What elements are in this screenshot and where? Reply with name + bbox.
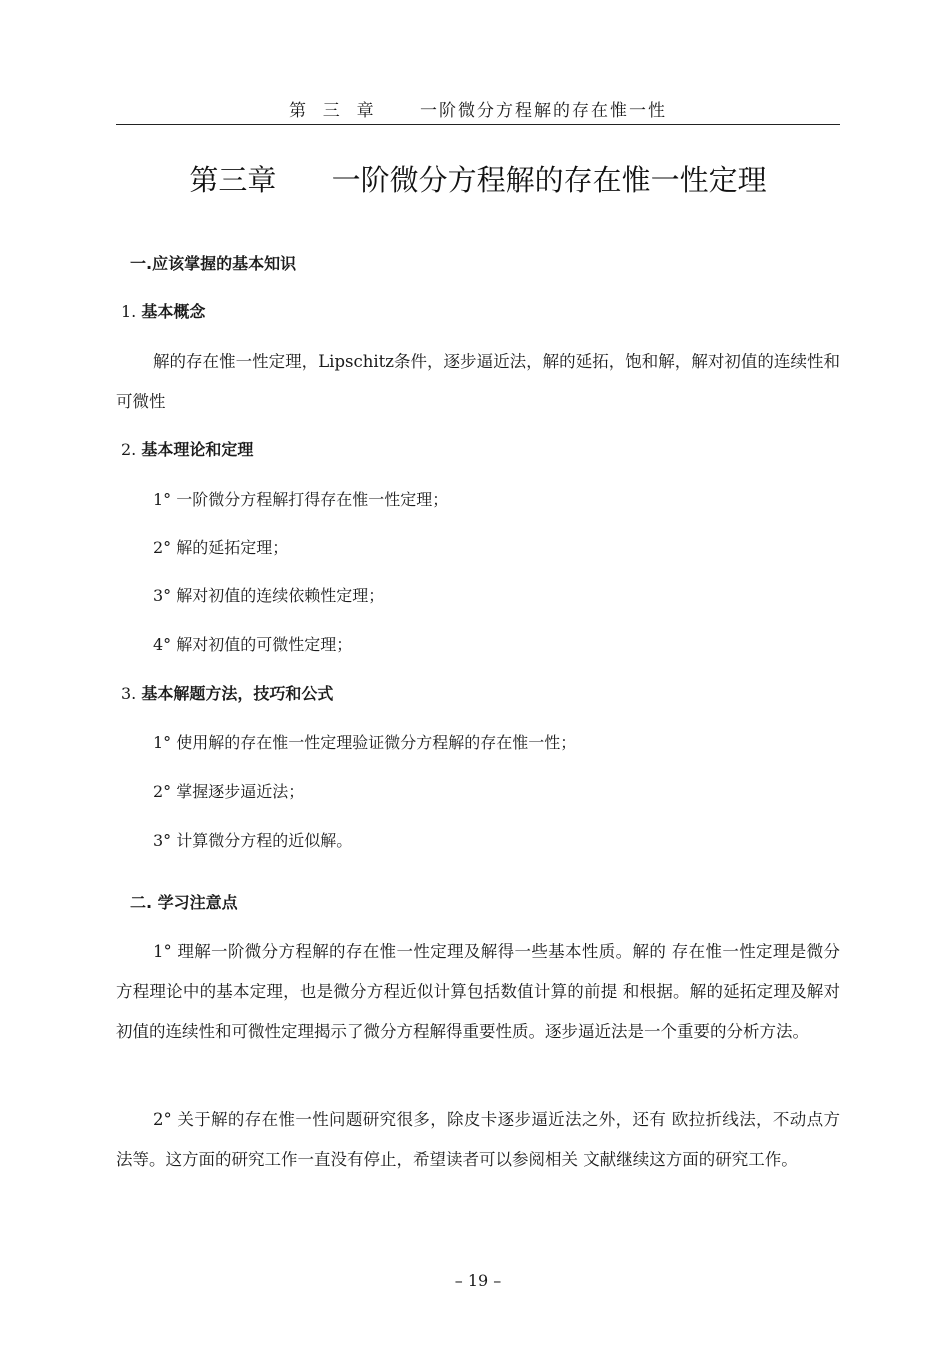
theory-item-3: 3° 解对初值的连续依赖性定理；: [153, 586, 385, 605]
subsection-number: 1.: [121, 302, 137, 321]
page-number: – 19 –: [454, 1271, 502, 1290]
subsection-label: 基本理论和定理: [141, 440, 254, 459]
theory-item-2: 2° 解的延拓定理；: [153, 538, 289, 557]
subsection-number: 3.: [121, 684, 137, 703]
chapter-title: 第三章 一阶微分方程解的存在惟一性定理: [189, 163, 767, 197]
theory-item-1: 1° 一阶微分方程解打得存在惟一性定理；: [153, 490, 449, 509]
subsection-heading-2: [121, 438, 253, 462]
section-heading-2: 二. 学习注意点: [130, 893, 238, 912]
subsection-heading-3: [121, 682, 333, 706]
header-rule: [116, 124, 840, 125]
method-item-1: 1° 使用解的存在惟一性定理验证微分方程解的存在惟一性；: [153, 733, 577, 752]
section-heading-1: 一.应该掌握的基本知识: [130, 254, 297, 273]
subsection-number: 2.: [121, 440, 137, 459]
notes-paragraph-2: 2° 关于解的存在惟一性问题研究很多，除皮卡逐步逼近法之外，还有 欧拉折线法，不动点方法等。这方面的研究工作一直没有停止，希望读者可以参阅相关 文献继续这方面的研究工作。: [116, 1110, 840, 1169]
subsection-label: 基本解题方法，技巧和公式: [141, 684, 334, 703]
method-item-3: 3° 计算微分方程的近似解。: [153, 831, 353, 850]
running-header: 第 三 章 一阶微分方程解的存在惟一性: [288, 101, 668, 121]
concepts-paragraph: 解的存在惟一性定理，Lipschitz条件，逐步逼近法，解的延拓，饱和解，解对初值的连续性和可微性: [116, 352, 840, 411]
subsection-label: 基本概念: [141, 302, 206, 321]
subsection-heading-1: [121, 300, 205, 324]
notes-paragraph-1: 1° 理解一阶微分方程解的存在惟一性定理及解得一些基本性质。解的 存在惟一性定理是微分方程理论中的基本定理，也是微分方程近似计算包括数值计算的前提 和根据。解的延拓定理及解对初值的连续性和可微性定理揭示了微分方程解得重要性质。逐步逼近法是一个重要的分析方法。: [116, 942, 840, 1041]
theory-item-4: 4° 解对初值的可微性定理；: [153, 635, 353, 654]
method-item-2: 2° 掌握逐步逼近法；: [153, 782, 305, 801]
